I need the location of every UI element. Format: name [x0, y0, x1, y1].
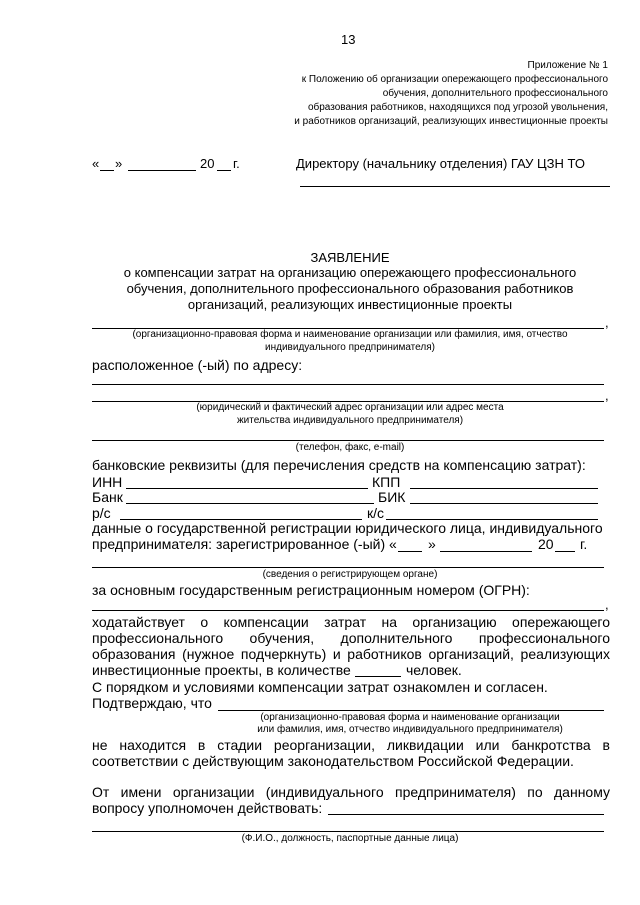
rs-label: р/с	[92, 505, 111, 521]
reg-line-2b: »	[428, 536, 436, 552]
petition-line-3-text: образования (нужное подчеркнуть) и работников организаций, реализующих	[92, 646, 610, 662]
petition-line-2-text: профессионального обучения, дополнительного профессионального	[92, 630, 610, 646]
petition-line-4a: инвестиционные проекты, в количестве	[92, 662, 351, 678]
hint-addr-2: жительства индивидуального предпринимателя)	[236, 415, 464, 426]
hint-org-2: индивидуального предпринимателя)	[265, 342, 435, 353]
title-line-3: организаций, реализующих инвестиционные проекты	[187, 297, 513, 312]
hint-addr-1: (юридический и фактический адрес организации или адрес места	[196, 402, 504, 413]
inn-label: ИНН	[92, 474, 123, 490]
document-title: ЗАЯВЛЕНИЕ	[310, 250, 390, 265]
date-quote-open: «	[92, 156, 100, 171]
hint-confirm-1: (организационно-правовая форма и наименование организации	[260, 712, 560, 723]
year-suffix: г.	[233, 156, 240, 171]
appendix-line-3: обучения, дополнительного профессионального	[382, 88, 608, 99]
hint-org-1: (организационно-правовая форма и наименование организации или фамилия, имя, отчество	[132, 329, 568, 340]
bank-field[interactable]	[126, 503, 374, 504]
date-quote-close: »	[115, 156, 123, 171]
reg-line-2a: предпринимателя: зарегистрированное (-ый) «	[92, 536, 397, 552]
hint-person: (Ф.И.О., должность, паспортные данные лица)	[241, 833, 459, 844]
kpp-label: КПП	[372, 474, 401, 490]
page-number: 13	[341, 32, 356, 47]
confirm-field[interactable]	[218, 710, 604, 711]
date-day-field[interactable]	[100, 170, 114, 171]
hint-phone: (телефон, факс, e-mail)	[295, 442, 405, 453]
date-month-field[interactable]	[128, 170, 196, 171]
petition-line-1	[92, 614, 610, 630]
address-comma: ,	[605, 388, 609, 403]
appendix-line-2: к Положению об организации опережающего профессионального	[301, 74, 608, 85]
reg-line-2c: 20	[538, 536, 554, 552]
bik-label: БИК	[378, 489, 406, 505]
confirm-label: Подтверждаю, что	[92, 695, 212, 711]
not-in-line-2: соответствии с действующим законодательством Российской Федерации.	[92, 753, 574, 769]
reg-line-2d: г.	[580, 536, 588, 552]
title-line-2: обучения, дополнительного профессионального образования работников	[126, 281, 574, 296]
ogrn-comma: ,	[605, 597, 609, 612]
not-in-line-1	[92, 737, 610, 753]
agree-statement: С порядком и условиями компенсации затрат ознакомлен и согласен.	[92, 679, 548, 695]
behalf-line-2: вопросу уполномочен действовать:	[92, 800, 323, 816]
year-prefix: 20	[200, 156, 215, 171]
appendix-line-5: и работников организаций, реализующих инвестиционные проекты	[294, 116, 608, 127]
petition-line-2	[92, 630, 610, 646]
behalf-line-1-text: От имени организации (индивидуального предпринимателя) по данному	[92, 784, 610, 800]
reg-day-field[interactable]	[398, 551, 422, 552]
phone-field[interactable]	[92, 440, 604, 441]
behalf-field[interactable]	[328, 814, 604, 815]
reg-year-field[interactable]	[555, 551, 575, 552]
petition-line-4b: человек.	[406, 662, 462, 678]
address-field-1[interactable]	[92, 384, 604, 385]
inn-field[interactable]	[126, 488, 368, 489]
not-in-line-1-text: не находится в стадии реорганизации, ликвидации или банкротства в	[92, 737, 610, 753]
kpp-field[interactable]	[410, 488, 598, 489]
ks-label: к/с	[367, 505, 385, 521]
date-year-field[interactable]	[217, 170, 231, 171]
appendix-line-4: образования работников, находящихся под угрозой увольнения,	[307, 102, 608, 113]
addressee: Директору (начальнику отделения) ГАУ ЦЗН ТО	[296, 156, 585, 171]
petition-line-1-text: ходатайствует о компенсации затрат на организацию опережающего	[92, 614, 610, 630]
bank-details-label: банковские реквизиты (для перечисления средств на компенсацию затрат):	[92, 457, 586, 473]
reg-month-field[interactable]	[440, 551, 532, 552]
count-field[interactable]	[355, 676, 401, 677]
bank-label: Банк	[92, 489, 123, 505]
addressee-field[interactable]	[300, 186, 610, 187]
org-name-comma: ,	[605, 315, 609, 330]
title-line-1: о компенсации затрат на организацию опережающего профессионального	[123, 265, 577, 280]
petition-line-3	[92, 646, 610, 662]
located-label: расположенное (-ый) по адресу:	[92, 357, 303, 373]
bik-field[interactable]	[410, 503, 598, 504]
behalf-line-1	[92, 784, 610, 800]
reg-organ-field[interactable]	[92, 567, 604, 568]
hint-confirm-2: или фамилия, имя, отчество индивидуального предпринимателя)	[257, 724, 563, 735]
ogrn-label: за основным государственным регистрационным номером (ОГРН):	[92, 582, 530, 598]
appendix-line-1: Приложение № 1	[527, 60, 608, 71]
ogrn-field[interactable]	[92, 610, 604, 611]
hint-reg-organ: (сведения о регистрирующем органе)	[262, 569, 438, 580]
reg-line-1: данные о государственной регистрации юридического лица, индивидуального	[92, 520, 603, 536]
person-field[interactable]	[92, 831, 604, 832]
